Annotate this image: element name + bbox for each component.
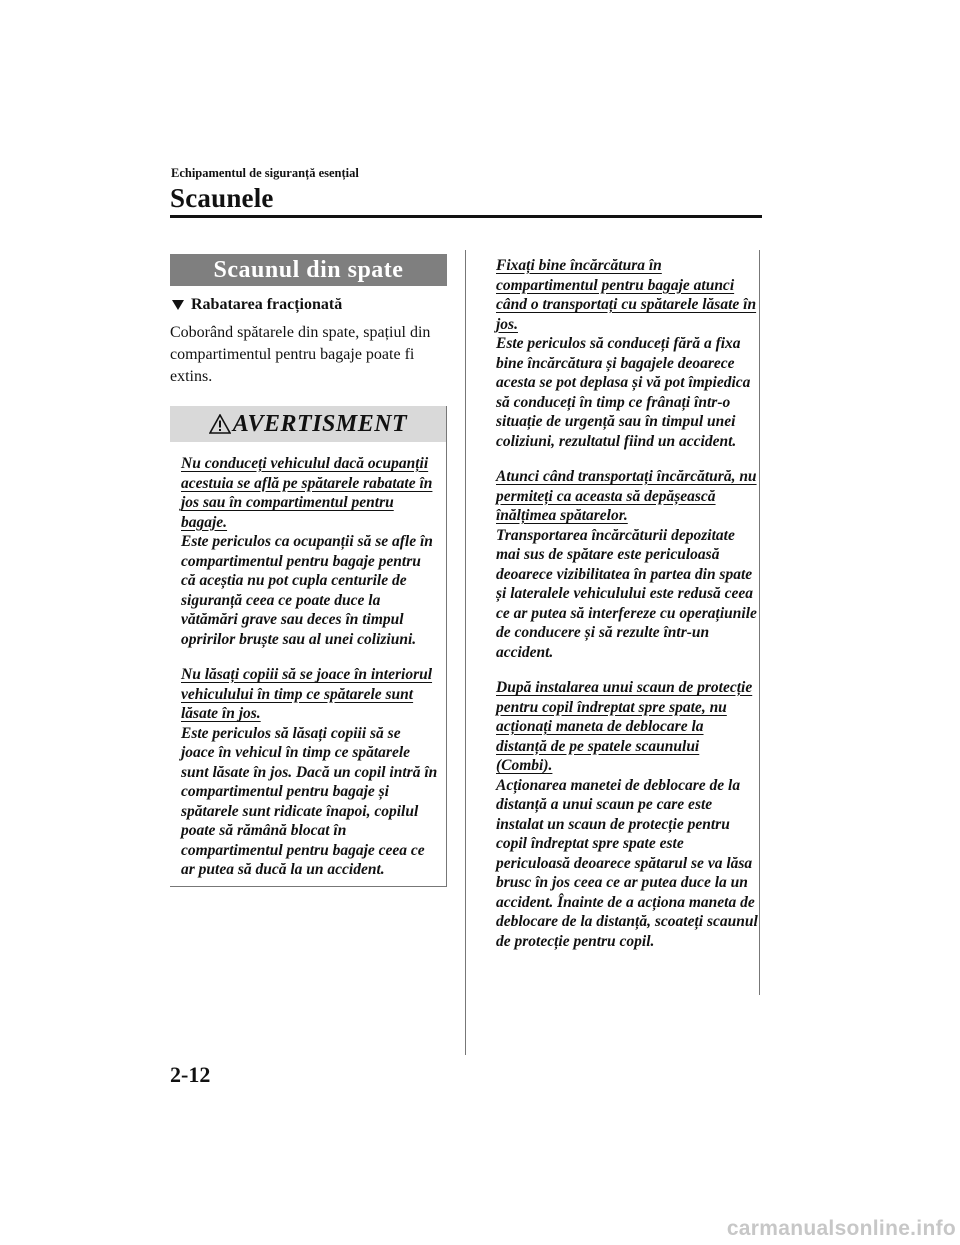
left-column (170, 254, 447, 887)
warning-header (170, 406, 446, 442)
warning-item-text: Este periculos ca ocupanții să se afle în compartimentul pentru bagaje pentru că aceștia nu pot cupla centurile de siguranță ceea ce poate duce la vătămări grave sau deces în timpul opririlor bruște sau al unei coliziuni. (181, 533, 433, 648)
intro-paragraph: Coborând spătarele din spate, spațiul din compartimentul pentru bagaje poate fi extins. (170, 324, 431, 385)
warning-item (496, 256, 758, 451)
right-column (496, 256, 758, 951)
page-number: 2-12 (170, 1062, 211, 1087)
breadcrumb: Echipamentul de siguranță esențial (171, 166, 359, 180)
column-divider (465, 250, 466, 1055)
warning-item (170, 454, 446, 649)
warning-item-title: După instalarea unui scaun de protecție pentru copil îndreptat spre spate, nu acționați maneta de deblocare la distanță de pe spatele scaunului (Combi). (496, 679, 753, 774)
warning-label: AVERTISMENT (232, 410, 408, 437)
warning-item-text: Este periculos să conduceți fără a fixa bine încărcătura și bagajele deoarece acesta se pot deplasa și vă pot împiedica să conduceți în timp ce frânați într-o situație de urgență sau în timpul unei coliziuni, rezultatul fiind un accident. (496, 335, 751, 450)
section-banner: Scaunul din spate (170, 254, 447, 286)
right-warning-border (759, 250, 760, 995)
warning-item (496, 467, 758, 662)
warning-item-title: Atunci când transportați încărcătură, nu permiteți ca aceasta să depășească înălțimea spătarelor. (496, 468, 757, 524)
warning-item (170, 665, 446, 880)
warning-items-left (170, 454, 446, 880)
warning-item-title: Nu lăsați copiii să se joace în interiorul vehiculului în timp ce spătarele sunt lăsate în jos. (181, 666, 433, 722)
warning-item-text: Este periculos să lăsați copiii să se joace în vehicul în timp ce spătarele sunt lăsate în jos. Dacă un copil intră în compartimentul pentru bagaje și spătarele sunt ridicate înapoi, copilul poate să rămână blocat în compartimentul pentru bagaje ceea ce ar putea să ducă la un accident. (181, 724, 438, 878)
watermark: carmanualsonline.info (726, 1217, 956, 1240)
subheading (170, 296, 447, 314)
subheading-label: Rabatarea fracționată (191, 296, 343, 313)
warning-triangle-icon (209, 414, 231, 434)
warning-item-text: Transportarea încărcăturii depozitate mai sus de spătare este periculoasă deoarece vizibilitatea în partea din spate și lateralele vehiculului este redusă ceea ce ar putea să interfereze cu operațiunile de conducere și să rezulte într-un accident. (496, 526, 757, 661)
warning-item (496, 678, 758, 951)
title-rule (170, 215, 762, 218)
warning-box (170, 406, 447, 887)
warning-item-text: Acționarea manetei de deblocare de la distanță a unui scaun pe care este instalat un scaun de protecție pentru copil îndreptat spre spate este periculoasă deoarece spătarul se va lăsa brusc în jos ceea ce ar putea duce la un accident. Înainte de a acționa maneta de deblocare de la distanță, scoateți scaunul de protecție pentru copil. (496, 776, 758, 950)
warning-item-title: Fixați bine încărcătura în compartimentul pentru bagaje atunci când o transportați cu spătarele lăsate în jos. (496, 257, 757, 333)
page-title: Scaunele (170, 183, 274, 213)
down-triangle-icon (172, 300, 184, 310)
warning-item-title: Nu conduceți vehiculul dacă ocupanții acestuia se află pe spătarele rabatate în jos sau în compartimentul pentru bagaje. (181, 455, 433, 531)
